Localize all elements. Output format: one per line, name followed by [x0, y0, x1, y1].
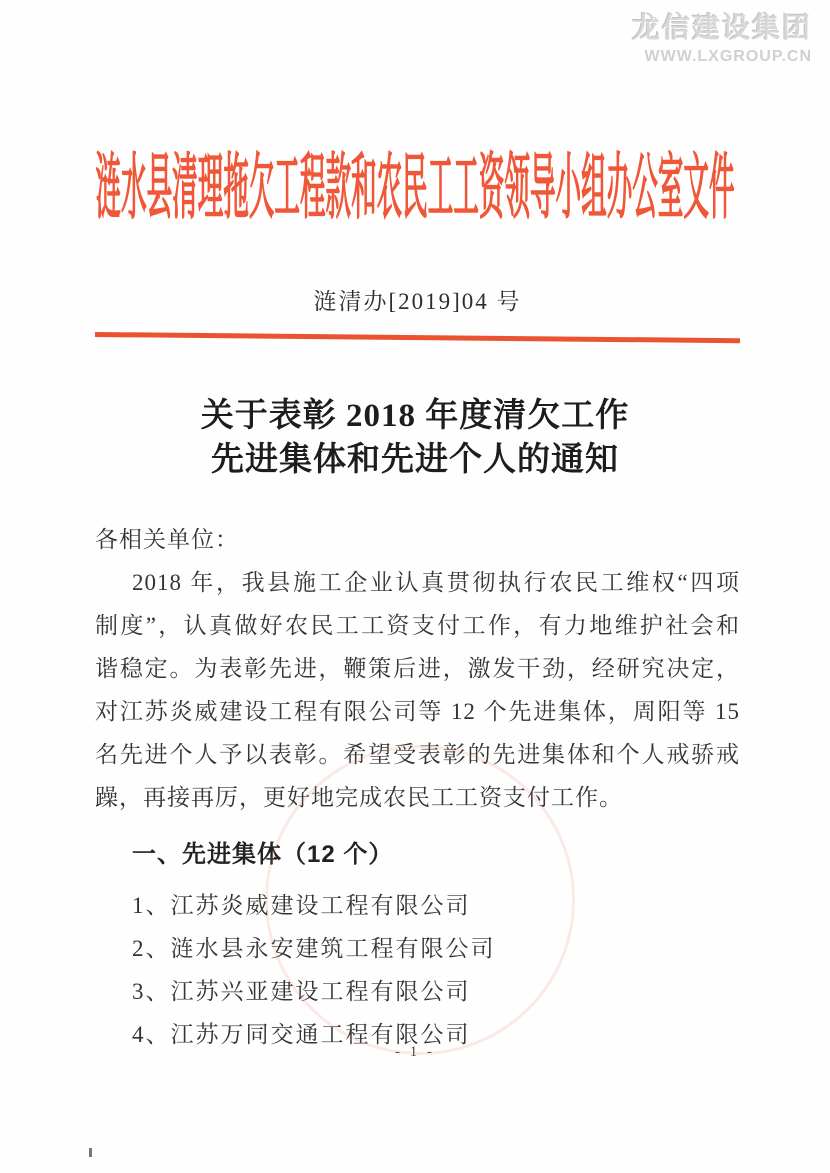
section-heading-advanced-collectives: 一、先进集体（12 个） — [132, 841, 394, 868]
list-item: 3、江苏兴亚建设工程有限公司 — [132, 979, 471, 1004]
document-body — [95, 518, 740, 1056]
list-item: 1、江苏炎威建设工程有限公司 — [132, 893, 471, 918]
company-watermark — [632, 6, 812, 66]
salutation: 各相关单位： — [95, 527, 239, 552]
notice-title-line2: 先进集体和先进个人的通知 — [211, 442, 619, 478]
document-number: 涟清办[2019]04 号 — [313, 289, 522, 314]
paragraph-line: 对江苏炎威建设工程有限公司等 12 个先进集体，周阳等 15 — [95, 699, 740, 724]
paragraph-line: 躁，再接再厉，更好地完成农民工工资支付工作。 — [95, 785, 623, 810]
page-number: - 1 - — [395, 1044, 435, 1060]
paragraph-line: 名先进个人予以表彰。希望受表彰的先进集体和个人戒骄戒 — [95, 742, 740, 767]
notice-title-line1: 关于表彰 2018 年度清欠工作 — [200, 398, 630, 434]
red-divider-rule — [95, 332, 740, 343]
ink-speck — [89, 1148, 92, 1157]
paragraph-line: 2018 年，我县施工企业认真贯彻执行农民工维权“四项 — [132, 570, 740, 595]
paragraph-line: 谐稳定。为表彰先进，鞭策后进，激发干劲，经研究决定， — [95, 656, 740, 681]
list-item: 4、江苏万同交通工程有限公司 — [132, 1022, 471, 1047]
paragraph-line: 制度”，认真做好农民工工资支付工作，有力地维护社会和 — [95, 613, 740, 638]
office-header — [0, 146, 830, 230]
notice-title — [60, 394, 770, 482]
office-header-title: 涟水县清理拖欠工程款和农民工工资领导小组办公室文件 — [95, 148, 735, 228]
watermark-company-name: 龙信建设集团 — [631, 12, 812, 43]
advanced-collectives-list — [95, 884, 740, 1056]
list-item: 2、涟水县永安建筑工程有限公司 — [132, 936, 496, 961]
watermark-website-url: WWW.LXGROUP.CN — [644, 48, 812, 65]
